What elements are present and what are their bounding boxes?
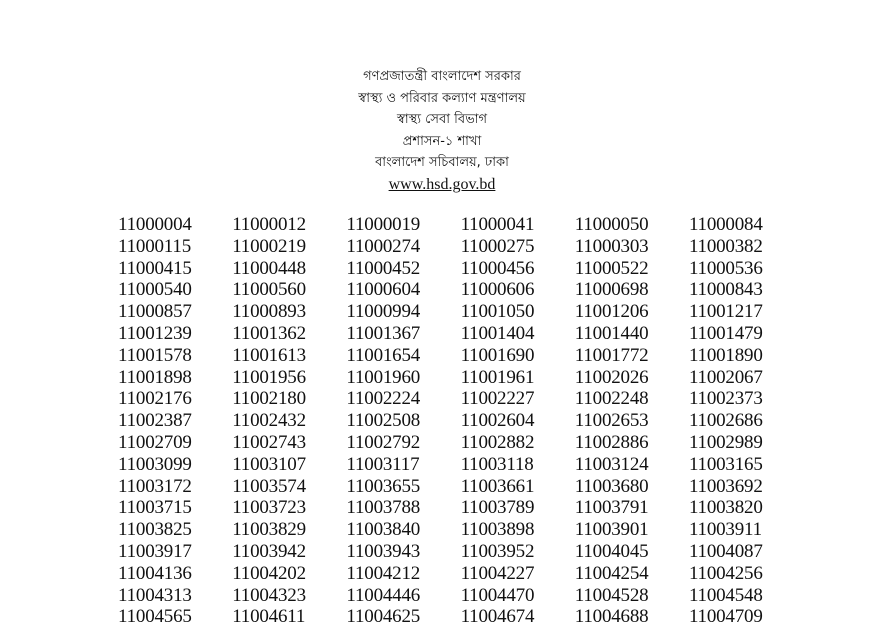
id-number-cell: 11000084 — [688, 214, 763, 235]
id-number-cell: 11002792 — [346, 431, 421, 453]
table-row — [118, 454, 803, 476]
table-row — [118, 585, 803, 607]
id-number-cell: 11000275 — [460, 235, 535, 257]
id-number-cell: 11001960 — [346, 366, 421, 388]
id-number-cell: 11004688 — [574, 606, 649, 628]
id-number-cell: 11000456 — [460, 257, 535, 279]
id-number-cell: 11003574 — [232, 475, 306, 497]
id-number-cell: 11000540 — [118, 279, 192, 301]
id-number-cell: 11002387 — [118, 410, 192, 432]
id-number-cell: 11000604 — [346, 279, 421, 301]
division-name: স্বাস্থ্য সেবা বিভাগ — [396, 112, 488, 127]
id-number-cell: 11004625 — [346, 606, 421, 628]
id-number-cell: 11001613 — [232, 344, 306, 366]
id-number-cell: 11000115 — [118, 235, 191, 257]
id-number-cell: 11001050 — [460, 301, 535, 323]
id-number-cell: 11004674 — [460, 606, 535, 628]
id-number-cell: 11003172 — [118, 475, 192, 497]
id-number-cell: 11000698 — [574, 279, 649, 301]
id-number-cell: 11003715 — [118, 497, 192, 519]
id-number-cell: 11004212 — [346, 562, 421, 584]
id-number-cell: 11001690 — [460, 344, 535, 366]
id-number-cell: 11000219 — [232, 235, 306, 257]
id-number-cell: 11004446 — [346, 584, 421, 606]
id-number-cell: 11001898 — [118, 366, 192, 388]
id-number-cell: 11001440 — [574, 322, 649, 344]
table-row — [118, 345, 803, 367]
table-row — [118, 301, 803, 323]
id-number-cell: 11000452 — [346, 257, 421, 279]
id-number-cell: 11001367 — [346, 322, 421, 344]
id-number-cell: 11003655 — [346, 475, 421, 497]
id-number-cell: 11003898 — [460, 519, 535, 541]
table-row — [118, 388, 803, 410]
ministry-name: স্বাস্থ্য ও পরিবার কল্যাণ মন্ত্রণালয় — [358, 90, 526, 106]
id-number-cell: 11002989 — [688, 431, 763, 453]
id-number-cell: 11000382 — [688, 235, 763, 257]
id-number-cell: 11003692 — [688, 475, 763, 497]
id-number-cell: 11002176 — [118, 388, 192, 410]
id-number-cell: 11000303 — [574, 235, 649, 257]
id-number-cell: 11002709 — [118, 431, 192, 453]
id-number-cell: 11000041 — [460, 214, 535, 235]
id-number-cell: 11001206 — [574, 301, 649, 323]
table-row — [118, 606, 803, 628]
id-number-cell: 11000448 — [232, 257, 306, 279]
id-number-cell: 11003911 — [688, 519, 762, 541]
id-number-cell: 11003124 — [574, 453, 649, 475]
id-number-cell: 11004548 — [688, 584, 763, 606]
table-row — [118, 214, 803, 236]
table-row — [118, 432, 803, 454]
id-number-cell: 11003788 — [346, 497, 421, 519]
government-name: গণপ্রজাতন্ত্রী বাংলাদেশ সরকার — [363, 69, 521, 84]
id-number-cell: 11003118 — [460, 453, 534, 475]
id-number-cell: 11002686 — [688, 410, 763, 432]
table-row — [118, 476, 803, 498]
id-number-cell: 11003165 — [688, 453, 763, 475]
id-number-cell: 11002653 — [574, 410, 649, 432]
id-number-cell: 11003942 — [232, 540, 306, 562]
table-row — [118, 236, 803, 258]
id-number-cell: 11001217 — [688, 301, 763, 323]
id-number-cell: 11002180 — [232, 388, 306, 410]
id-number-cell: 11002432 — [232, 410, 306, 432]
table-row — [118, 410, 803, 432]
table-row — [118, 563, 803, 585]
id-number-cell: 11003723 — [232, 497, 306, 519]
branch-name: প্রশাসন-১ শাখা — [402, 133, 482, 149]
id-number-cell: 11000522 — [574, 257, 649, 279]
table-row — [118, 258, 803, 280]
id-number-cell: 11001890 — [688, 344, 763, 366]
id-number-cell: 11000606 — [460, 279, 535, 301]
id-number-cell: 11004254 — [574, 562, 649, 584]
id-number-cell: 11002227 — [460, 388, 535, 410]
document-header — [0, 66, 884, 195]
id-number-cell: 11000560 — [232, 279, 306, 301]
id-number-cell: 11003099 — [118, 453, 192, 475]
id-number-cell: 11001239 — [118, 322, 192, 344]
id-number-cell: 11004611 — [232, 606, 306, 628]
id-number-cell: 11000050 — [574, 214, 649, 235]
id-number-cell: 11000994 — [346, 301, 421, 323]
id-number-cell: 11002508 — [346, 410, 421, 432]
id-number-cell: 11003820 — [688, 497, 763, 519]
table-row — [118, 519, 803, 541]
id-number-cell: 11000004 — [118, 214, 192, 235]
id-number-cell: 11001772 — [574, 344, 649, 366]
id-number-cell: 11002373 — [688, 388, 763, 410]
id-number-cell: 11004528 — [574, 584, 649, 606]
id-number-cell: 11002248 — [574, 388, 649, 410]
office-address: বাংলাদেশ সচিবালয়, ঢাকা — [375, 155, 509, 170]
id-number-cell: 11001654 — [346, 344, 421, 366]
id-number-cell: 11003829 — [232, 519, 306, 541]
id-number-cell: 11003680 — [574, 475, 649, 497]
id-number-cell: 11003840 — [346, 519, 421, 541]
id-number-cell: 11002224 — [346, 388, 421, 410]
id-number-cell: 11003107 — [232, 453, 306, 475]
id-number-cell: 11003789 — [460, 497, 535, 519]
id-number-cell: 11004313 — [118, 584, 192, 606]
id-number-cell: 11004470 — [460, 584, 535, 606]
id-number-cell: 11004202 — [232, 562, 306, 584]
id-number-cell: 11004227 — [460, 562, 535, 584]
id-number-cell: 11001578 — [118, 344, 192, 366]
id-number-cell: 11003917 — [118, 540, 192, 562]
id-number-cell: 11004087 — [688, 540, 763, 562]
id-number-cell: 11002026 — [574, 366, 649, 388]
id-number-cell: 11003661 — [460, 475, 535, 497]
table-row — [118, 367, 803, 389]
id-number-cell: 11001479 — [688, 322, 763, 344]
id-number-cell: 11003117 — [346, 453, 420, 475]
id-number-cell: 11003901 — [574, 519, 649, 541]
id-number-cell: 11000019 — [346, 214, 421, 235]
table-row — [118, 541, 803, 563]
id-number-cell: 11002067 — [688, 366, 763, 388]
id-number-cell: 11004045 — [574, 540, 649, 562]
id-number-cell: 11002886 — [574, 431, 649, 453]
table-row — [118, 497, 803, 519]
id-number-cell: 11004323 — [232, 584, 306, 606]
id-number-cell: 11003943 — [346, 540, 421, 562]
id-number-table — [118, 214, 803, 628]
id-number-cell: 11002743 — [232, 431, 306, 453]
id-number-cell: 11001961 — [460, 366, 535, 388]
id-number-cell: 11000536 — [688, 257, 763, 279]
id-number-cell: 11000415 — [118, 257, 192, 279]
id-number-cell: 11004136 — [118, 562, 192, 584]
id-number-cell: 11001362 — [232, 322, 306, 344]
id-number-cell: 11000857 — [118, 301, 192, 323]
id-number-cell: 11003791 — [574, 497, 649, 519]
id-number-cell: 11004709 — [688, 606, 763, 628]
id-number-cell: 11003825 — [118, 519, 192, 541]
table-row — [118, 279, 803, 301]
id-number-cell: 11004565 — [118, 606, 192, 628]
table-row — [118, 323, 803, 345]
id-number-cell: 11002604 — [460, 410, 535, 432]
id-number-cell: 11001956 — [232, 366, 306, 388]
website-link[interactable]: www.hsd.gov.bd — [388, 175, 496, 193]
id-number-cell: 11000843 — [688, 279, 763, 301]
id-number-cell: 11004256 — [688, 562, 763, 584]
id-number-cell: 11000274 — [346, 235, 421, 257]
id-number-cell: 11000012 — [232, 214, 306, 235]
id-number-cell: 11000893 — [232, 301, 306, 323]
id-number-cell: 11001404 — [460, 322, 535, 344]
id-number-cell: 11002882 — [460, 431, 535, 453]
id-number-cell: 11003952 — [460, 540, 535, 562]
